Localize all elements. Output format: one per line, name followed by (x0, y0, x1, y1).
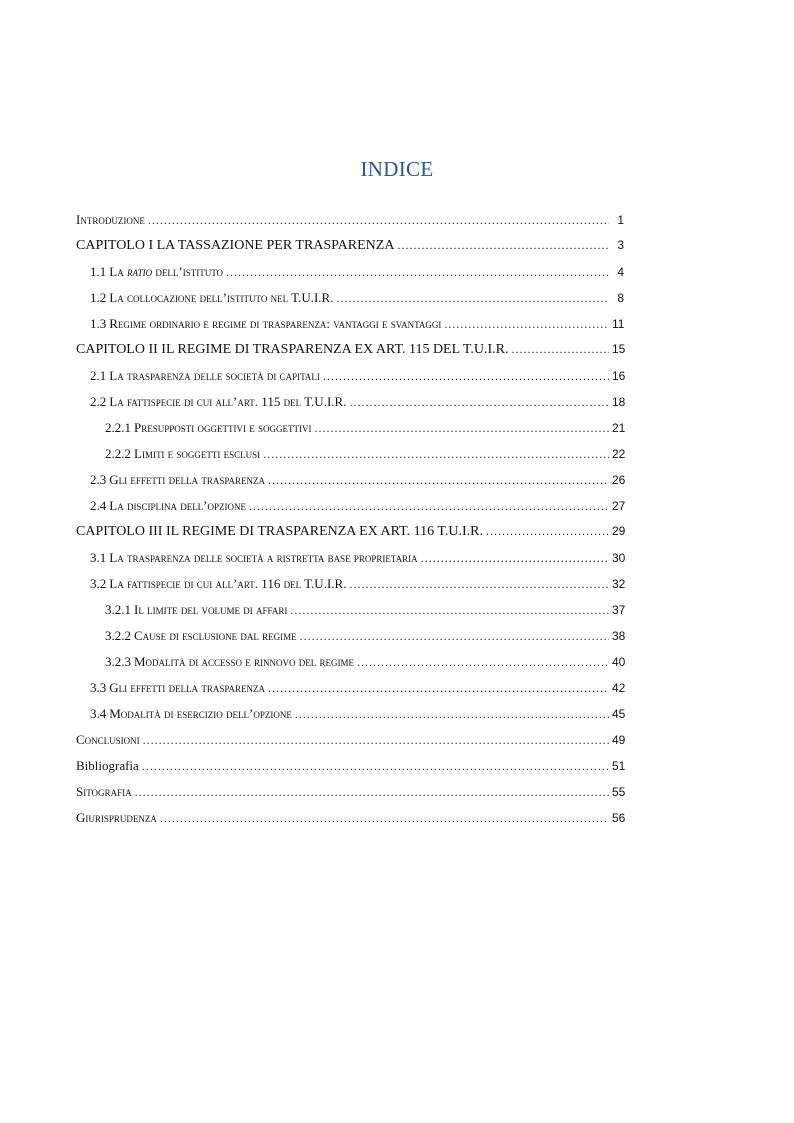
toc-entry-title: Introduzione (76, 212, 145, 227)
toc-entry-page: 37 (612, 603, 626, 617)
toc-entry-title: La fattispecie di cui all’art. 116 del T.U.I.R. (109, 576, 347, 591)
toc-entry-2-4[interactable] (76, 498, 624, 524)
toc-entry-page: 32 (612, 577, 626, 591)
dot-leader (268, 473, 609, 488)
toc-entry-2-2-2[interactable] (76, 446, 624, 472)
toc-entry-number: 2.2.2 (105, 446, 131, 461)
toc-entry-2-3[interactable] (76, 472, 624, 498)
dot-leader (142, 759, 609, 774)
dot-leader (249, 499, 609, 514)
dot-leader (444, 317, 609, 332)
dot-leader (290, 603, 609, 618)
toc-entry-number: 3.4 (90, 706, 107, 721)
toc-entry-title: Gli effetti della trasparenza (109, 680, 266, 695)
toc-entry-page: 40 (612, 655, 626, 669)
dot-leader (143, 733, 609, 748)
toc-entry-sitografia[interactable] (76, 784, 624, 810)
toc-entry-page: 45 (612, 707, 626, 721)
toc-entry-number: 2.4 (90, 498, 107, 513)
toc-entry-title-italic: ratio (126, 264, 153, 279)
toc-entry-3-1[interactable] (76, 550, 624, 576)
toc-entry-number: 1.2 (90, 290, 107, 305)
toc-entry-capitolo-2[interactable] (76, 342, 624, 368)
dot-leader (349, 577, 609, 592)
toc-entry-title: Giurisprudenza (76, 810, 157, 825)
toc-entry-page: 21 (612, 421, 626, 435)
toc-entry-3-2-3[interactable] (76, 654, 624, 680)
page-title: INDICE (360, 157, 434, 181)
toc-entry-page: 18 (612, 395, 626, 409)
toc-entry-2-2[interactable] (76, 394, 624, 420)
toc-entry-page: 27 (612, 499, 626, 513)
toc-entry-page: 11 (612, 317, 625, 331)
toc-entry-3-2[interactable] (76, 576, 624, 602)
dot-leader (263, 447, 609, 462)
toc-entry-number: 1.3 (90, 316, 107, 331)
toc-entry-3-2-1[interactable] (76, 602, 624, 628)
dot-leader (148, 213, 609, 228)
toc-entry-page: 38 (612, 629, 626, 643)
toc-entry-giurisprudenza[interactable] (76, 810, 624, 836)
toc-entry-page: 29 (612, 524, 626, 538)
toc-entry-page: 22 (612, 447, 626, 461)
toc-entry-title: Gli effetti della trasparenza (109, 472, 266, 487)
toc-entry-conclusioni[interactable] (76, 732, 624, 758)
toc-entry-1-1[interactable] (76, 264, 624, 290)
toc-entry-title: Cause di esclusione dal regime (134, 628, 297, 643)
toc-entry-2-1[interactable] (76, 368, 624, 394)
toc-entry-capitolo-1[interactable] (76, 238, 624, 264)
toc-entry-title: Regime ordinario e regime di trasparenza: vantaggi e svantaggi (109, 316, 442, 331)
dot-leader (357, 655, 609, 670)
toc-entry-title: Modalità di esercizio dell’opzione (109, 706, 292, 721)
toc-entry-title: La disciplina dell’opzione (109, 498, 247, 513)
toc-entry-page: 56 (612, 811, 626, 825)
toc-entry-title: Presupposti oggettivi e soggettivi (134, 420, 312, 435)
toc-entry-number: 2.1 (90, 368, 107, 383)
toc-entry-title: CAPITOLO I LA TASSAZIONE PER TRASPARENZA (76, 238, 395, 253)
toc-entry-page: 26 (612, 473, 626, 487)
toc-entry-3-3[interactable] (76, 680, 624, 706)
toc-entry-1-2[interactable] (76, 290, 624, 316)
toc-entry-title: Il limite del volume di affari (134, 602, 288, 617)
dot-leader (486, 524, 609, 539)
toc-entry-title: La trasparenza delle società di capitali (109, 368, 320, 383)
toc-entry-bibliografia[interactable] (76, 758, 624, 784)
toc-entry-number: 3.1 (90, 550, 107, 565)
toc-entry-number: 3.2.2 (105, 628, 131, 643)
toc-entry-page: 8 (617, 291, 624, 305)
dot-leader (336, 291, 609, 306)
toc-entry-page: 15 (612, 342, 626, 356)
dot-leader (512, 342, 609, 357)
toc-entry-2-2-1[interactable] (76, 420, 624, 446)
toc-entry-capitolo-3[interactable] (76, 524, 624, 550)
dot-leader (397, 238, 609, 253)
toc-entry-page: 16 (612, 369, 626, 383)
toc-entry-title: CAPITOLO III IL REGIME DI TRASPARENZA EX ART. 116 T.U.I.R. (76, 524, 483, 539)
dot-leader (314, 421, 609, 436)
toc-entry-page: 49 (612, 733, 626, 747)
toc-entry-title: Conclusioni (76, 732, 140, 747)
toc-entry-page: 1 (617, 213, 624, 227)
toc-entry-title: Sitografia (76, 784, 132, 799)
toc-entry-page: 4 (617, 265, 624, 279)
dot-leader (349, 395, 609, 410)
dot-leader (323, 369, 609, 384)
toc-entry-page: 51 (612, 759, 626, 773)
toc-entry-title: La trasparenza delle società a ristretta base proprietaria (109, 550, 418, 565)
dot-leader (268, 681, 609, 696)
toc-entry-title: Modalità di accesso e rinnovo del regime (134, 654, 355, 669)
toc-entry-3-2-2[interactable] (76, 628, 624, 654)
toc-entry-1-3[interactable] (76, 316, 624, 342)
toc-entry-title: Limiti e soggetti esclusi (134, 446, 261, 461)
toc-entry-introduzione[interactable] (76, 212, 624, 238)
toc-entry-page: 30 (612, 551, 626, 565)
toc-entry-number: 3.2.1 (105, 602, 131, 617)
dot-leader (295, 707, 609, 722)
toc-entry-number: 3.2.3 (105, 654, 131, 669)
table-of-contents (76, 212, 624, 836)
dot-leader (421, 551, 609, 566)
dot-leader (226, 265, 609, 280)
toc-entry-number: 2.2.1 (105, 420, 131, 435)
toc-entry-title: Bibliografia (76, 758, 139, 773)
toc-entry-page: 3 (617, 238, 624, 252)
toc-entry-number: 2.3 (90, 472, 107, 487)
toc-entry-number: 2.2 (90, 394, 107, 409)
toc-entry-title-post: dell’istituto (152, 264, 224, 279)
toc-entry-number: 1.1 (90, 264, 107, 279)
toc-entry-title: CAPITOLO II IL REGIME DI TRASPARENZA EX ART. 115 DEL T.U.I.R. (76, 342, 509, 357)
dot-leader (300, 629, 609, 644)
dot-leader (160, 811, 609, 826)
toc-entry-number: 3.2 (90, 576, 107, 591)
toc-entry-title-pre: La (109, 264, 127, 279)
toc-entry-number: 3.3 (90, 680, 107, 695)
toc-entry-title (109, 264, 223, 280)
toc-entry-title: La collocazione dell’istituto nel T.U.I.R. (109, 290, 334, 305)
dot-leader (135, 785, 609, 800)
toc-entry-3-4[interactable] (76, 706, 624, 732)
toc-entry-page: 42 (612, 681, 626, 695)
toc-entry-page: 55 (612, 785, 626, 799)
toc-entry-title: La fattispecie di cui all’art. 115 del T.U.I.R. (109, 394, 347, 409)
